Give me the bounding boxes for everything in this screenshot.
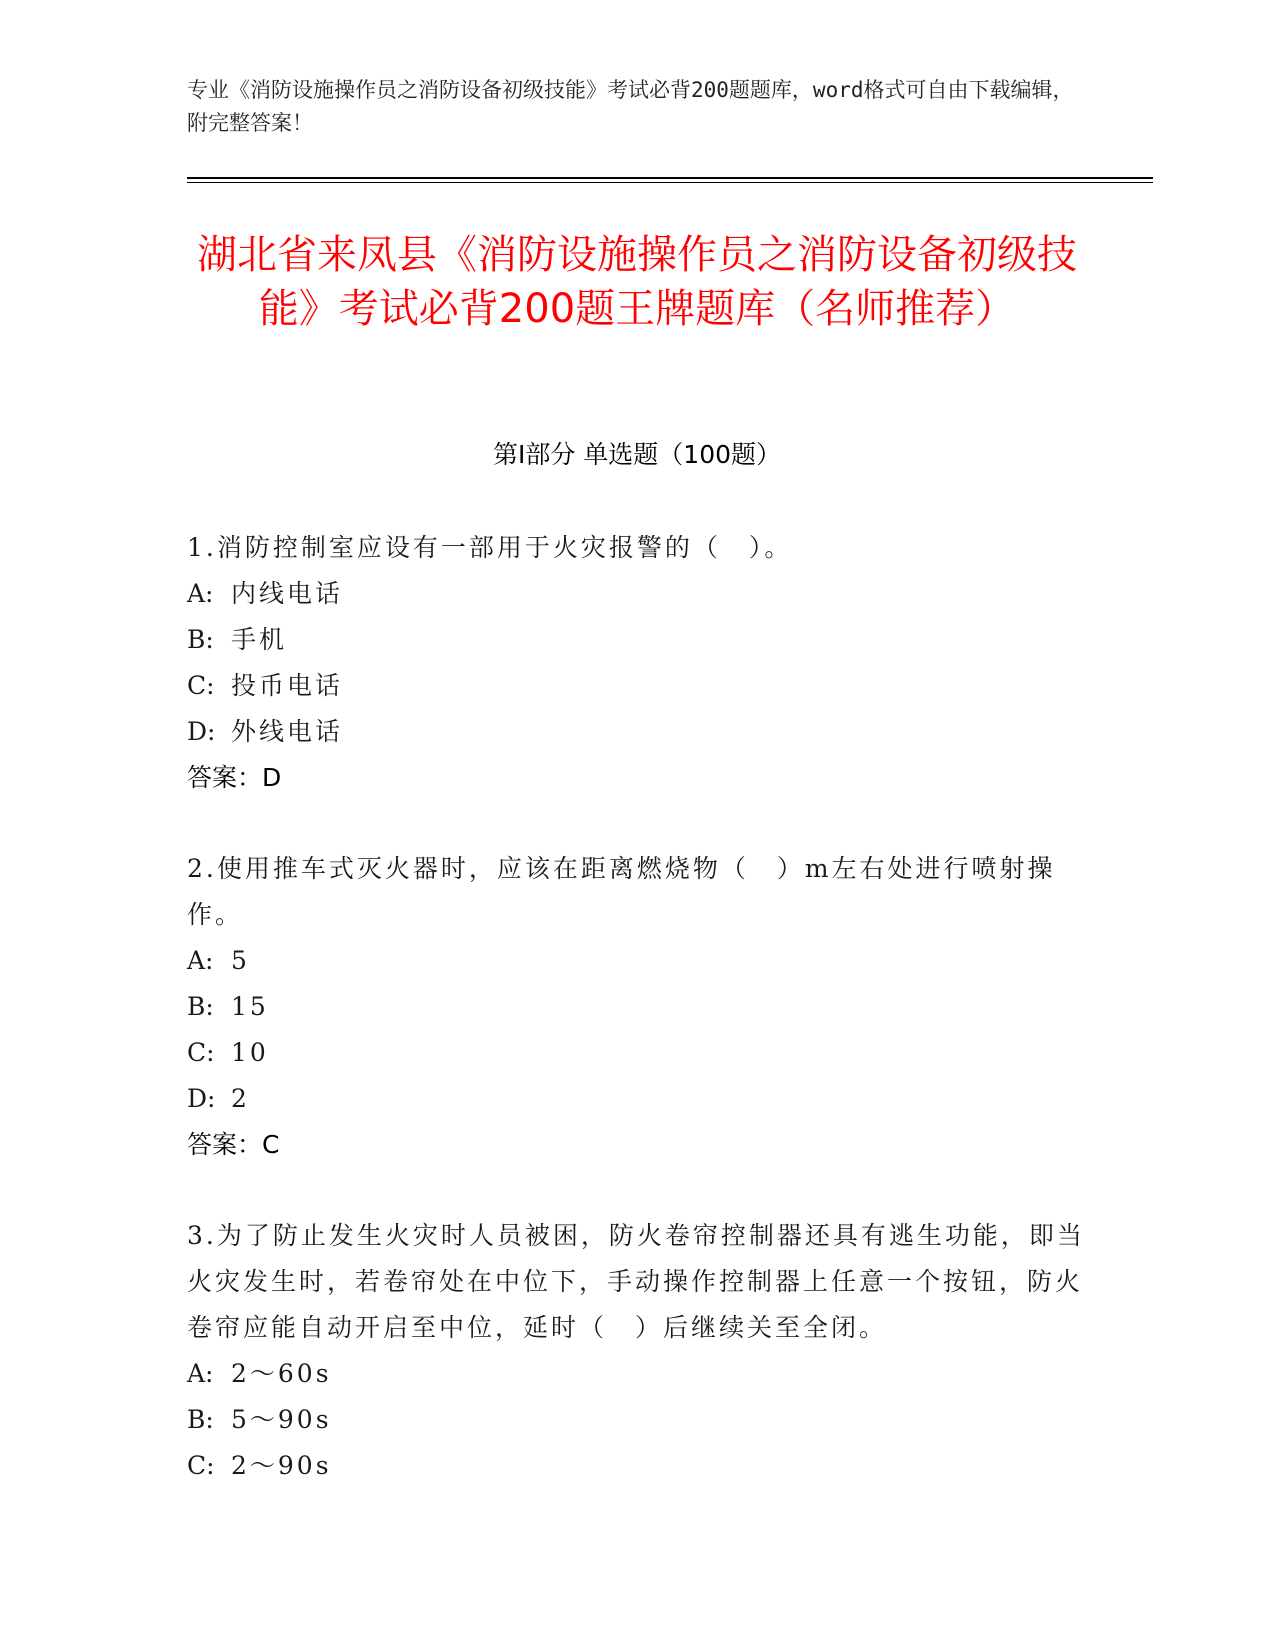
question-option-d <box>187 709 1087 755</box>
header-note: 专业《消防设施操作员之消防设备初级技能》考试必背200题题库，word格式可自由下载编辑，附完整答案！ <box>187 78 1074 135</box>
option-letter: A: <box>187 946 214 975</box>
question-option-c <box>187 663 1087 709</box>
option-text: 5 <box>231 946 250 975</box>
option-text: 投币电话 <box>231 671 344 700</box>
question-stem: 3.为了防止发生火灾时人员被困，防火卷帘控制器还具有逃生功能，即当火灾发生时，若卷帘处在中位下，手动操作控制器上任意一个按钮，防火卷帘应能自动开启至中位，延时（ ）后继续关至全闭。 <box>187 1221 1085 1342</box>
section-heading: 第Ⅰ部分 单选题（100题） <box>492 440 782 469</box>
question-option-c <box>187 1443 1087 1489</box>
option-text: 2 <box>231 1084 250 1113</box>
question-option-d <box>187 1076 1087 1122</box>
option-letter: D: <box>187 717 216 746</box>
question-list <box>187 525 1087 1534</box>
option-text: 15 <box>231 992 269 1021</box>
option-letter: C: <box>187 1451 215 1480</box>
question-stem: 2.使用推车式灭火器时，应该在距离燃烧物（ ）m左右处进行喷射操作。 <box>187 854 1056 929</box>
header-divider-thick <box>187 177 1153 179</box>
question-option-b <box>187 617 1087 663</box>
question-option-b <box>187 1397 1087 1443</box>
question-option-a <box>187 571 1087 617</box>
question-option-c <box>187 1030 1087 1076</box>
option-letter: D: <box>187 1084 216 1113</box>
option-letter: B: <box>187 625 214 654</box>
question-item <box>187 1213 1087 1489</box>
question-option-a <box>187 1351 1087 1397</box>
option-text: 手机 <box>231 625 288 654</box>
option-letter: B: <box>187 1405 214 1434</box>
question-answer: 答案：C <box>187 1130 280 1159</box>
option-text: 2～60s <box>231 1359 332 1388</box>
question-item <box>187 525 1087 801</box>
option-letter: C: <box>187 671 215 700</box>
option-text: 外线电话 <box>231 717 344 746</box>
option-letter: B: <box>187 992 214 1021</box>
question-answer: 答案：D <box>187 763 282 792</box>
option-text: 2～90s <box>231 1451 332 1480</box>
option-text: 5～90s <box>231 1405 332 1434</box>
header-divider-thin <box>187 182 1153 183</box>
question-stem: 1.消防控制室应设有一部用于火灾报警的（ ）。 <box>187 533 793 562</box>
option-letter: C: <box>187 1038 215 1067</box>
option-letter: A: <box>187 579 214 608</box>
option-text: 10 <box>231 1038 269 1067</box>
option-text: 内线电话 <box>231 579 344 608</box>
option-letter: A: <box>187 1359 214 1388</box>
question-option-a <box>187 938 1087 984</box>
question-option-b <box>187 984 1087 1030</box>
question-item <box>187 846 1087 1168</box>
document-title: 湖北省来凤县《消防设施操作员之消防设备初级技能》考试必背200题王牌题库（名师推荐） <box>197 232 1077 332</box>
